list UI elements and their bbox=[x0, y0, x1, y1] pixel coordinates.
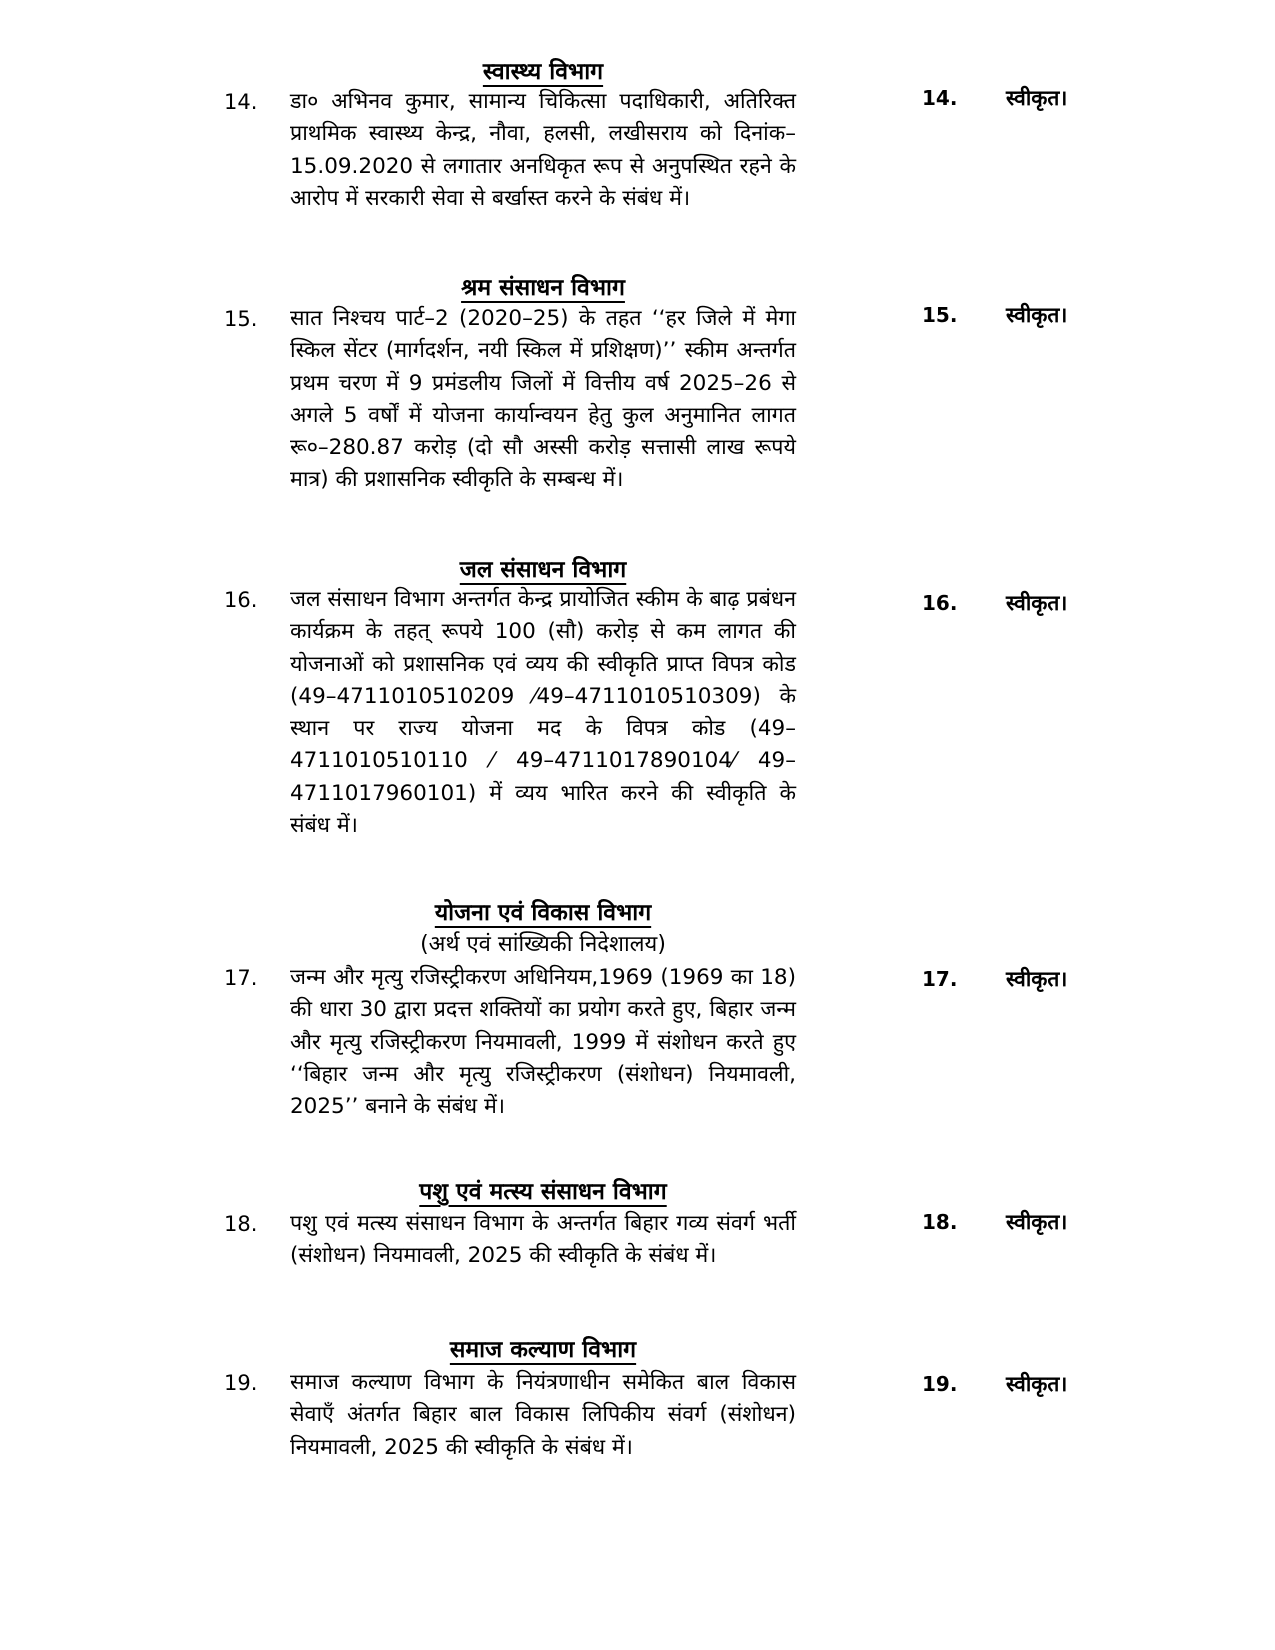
department-heading: पशु एवं मत्स्य संसाधन विभाग bbox=[419, 1179, 667, 1205]
decision-number: 16. bbox=[922, 591, 958, 615]
decision-number: 14. bbox=[922, 86, 958, 110]
decision-number: 18. bbox=[922, 1210, 958, 1234]
item-number: 17. bbox=[224, 966, 258, 990]
decision-status: स्वीकृत। bbox=[1006, 967, 1068, 991]
decision-status: स्वीकृत। bbox=[1006, 591, 1068, 615]
item-description: पशु एवं मत्स्य संसाधन विभाग के अन्तर्गत बिहार गव्य संवर्ग भर्ती (संशोधन) नियमावली, 2025 की स्वीकृति के संबंध में। bbox=[290, 1211, 796, 1269]
item-number: 14. bbox=[224, 90, 258, 114]
decision-status: स्वीकृत। bbox=[1006, 1210, 1068, 1234]
decision-number: 19. bbox=[922, 1372, 958, 1396]
decision-status: स्वीकृत। bbox=[1006, 1372, 1068, 1396]
department-heading: जल संसाधन विभाग bbox=[459, 557, 627, 583]
decision-number: 17. bbox=[922, 967, 958, 991]
item-description: जन्म और मृत्यु रजिस्ट्रीकरण अधिनियम,1969 (1969 का 18) की धारा 30 द्वारा प्रदत्त शक्तियों का प्रयोग करते हुए, बिहार जन्म और मृत्यु रजिस्ट्रीकरण नियमावली, 1999 में संशोधन करते हुए ‘‘बिहार जन्म और मृत्यु रजिस्ट्रीकरण (संशोधन) नियमावली, 2025’’ बनाने के संबंध में। bbox=[290, 965, 796, 1120]
department-heading: समाज कल्याण विभाग bbox=[449, 1337, 637, 1363]
department-heading: श्रम संसाधन विभाग bbox=[461, 275, 625, 301]
department-subheading: (अर्थ एवं सांख्यिकी निदेशालय) bbox=[420, 932, 666, 957]
department-heading: योजना एवं विकास विभाग bbox=[434, 900, 652, 926]
item-number: 16. bbox=[224, 588, 258, 612]
item-number: 15. bbox=[224, 307, 258, 331]
item-number: 18. bbox=[224, 1212, 258, 1236]
decision-number: 15. bbox=[922, 303, 958, 327]
item-description: डा० अभिनव कुमार, सामान्य चिकित्सा पदाधिकारी, अतिरिक्त प्राथमिक स्वास्थ्य केन्द्र, नौवा, हलसी, लखीसराय को दिनांक–15.09.2020 से लगातार अनधिकृत रूप से अनुपस्थित रहने के आरोप में सरकारी सेवा से बर्खास्त करने के संबंध में। bbox=[290, 89, 796, 211]
item-description: जल संसाधन विभाग अन्तर्गत केन्द्र प्रायोजित स्कीम के बाढ़ प्रबंधन कार्यक्रम के तहत् रूपये 100 (सौ) करोड़ से कम लागत की योजनाओं को प्रशासनिक एवं व्यय की स्वीकृति प्राप्त विपत्र कोड (49–4711010510209 ⁄49–4711010510309) के स्थान पर राज्य योजना मद के विपत्र कोड (49–4711010510110 ⁄ 49–4711017890104⁄ 49–4711017960101) में व्यय भारित करने की स्वीकृति के संबंध में। bbox=[290, 587, 796, 839]
decision-status: स्वीकृत। bbox=[1006, 86, 1068, 110]
item-description: सात निश्चय पार्ट–2 (2020–25) के तहत ‘‘हर जिले में मेगा स्किल सेंटर (मार्गदर्शन, नयी स्किल में प्रशिक्षण)’’ स्कीम अन्तर्गत प्रथम चरण में 9 प्रमंडलीय जिलों में वित्तीय वर्ष 2025–26 से अगले 5 वर्षों में योजना कार्यान्वयन हेतु कुल अनुमानित लागत रू०–280.87 करोड़ (दो सौ अस्सी करोड़ सत्तासी लाख रूपये मात्र) की प्रशासनिक स्वीकृति के सम्बन्ध में। bbox=[290, 306, 796, 493]
item-number: 19. bbox=[224, 1371, 258, 1395]
item-description: समाज कल्याण विभाग के नियंत्रणाधीन समेकित बाल विकास सेवाएँ अंतर्गत बिहार बाल विकास लिपिकीय संवर्ग (संशोधन) नियमावली, 2025 की स्वीकृति के संबंध में। bbox=[290, 1370, 796, 1460]
decision-status: स्वीकृत। bbox=[1006, 303, 1068, 327]
department-heading: स्वास्थ्य विभाग bbox=[482, 59, 604, 85]
